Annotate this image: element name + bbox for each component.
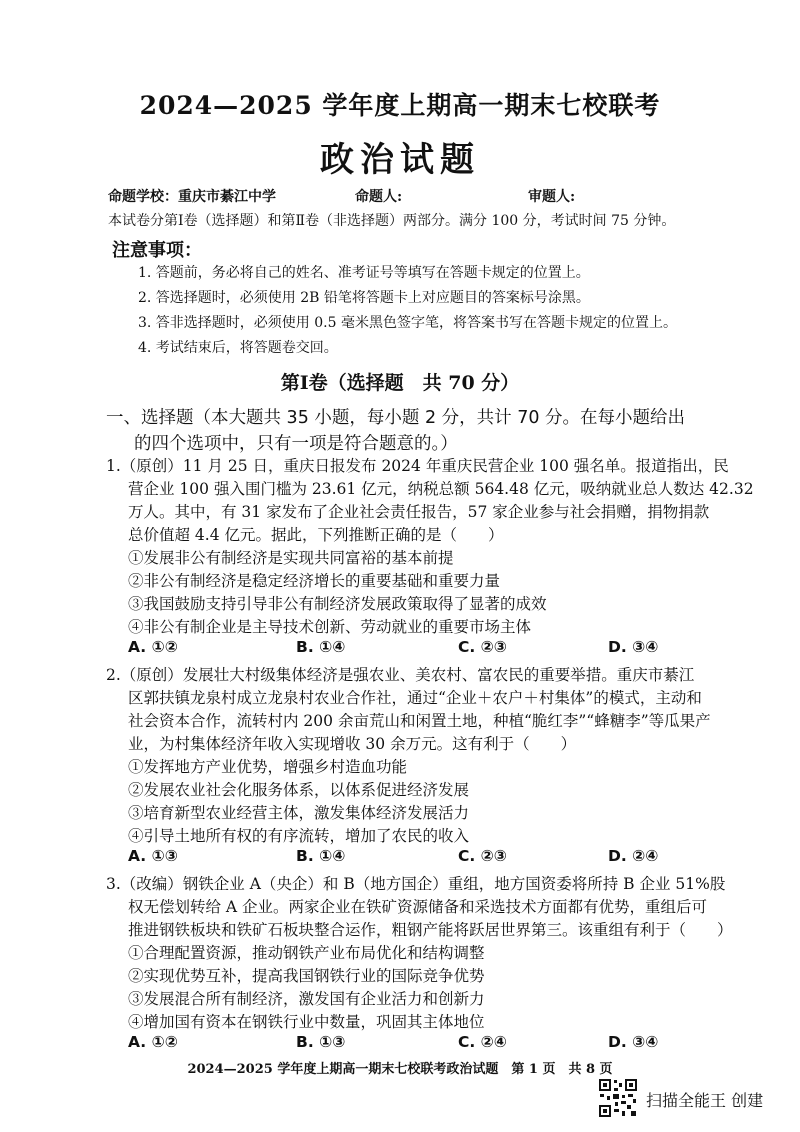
qr-code-icon xyxy=(598,1078,638,1118)
option-d: D. ②④ xyxy=(608,847,659,865)
question-text-line: 万人。其中，有 31 家发布了企业社会责任报告，57 家企业参与社会捐赠，捐物捐款 xyxy=(128,503,710,521)
option-a: A. ①③ xyxy=(128,847,178,865)
section-heading-line: 的四个选项中，只有一项是符合题意的。） xyxy=(134,434,458,454)
scanner-watermark: 扫描全能王 创建 xyxy=(646,1091,764,1110)
reviewer-label: 审题人: xyxy=(528,189,576,205)
question-text-line: 2.（原创）发展壮大村级集体经济是强农业、美农村、富农民的重要举措。重庆市綦江 xyxy=(106,666,695,684)
author-label: 命题人: xyxy=(355,189,403,205)
option-a: A. ①② xyxy=(128,638,178,656)
option-d: D. ③④ xyxy=(608,638,659,656)
question-text-line: 营企业 100 强入围门槛为 23.61 亿元，纳税总额 564.48 亿元，吸纳就业总人数达 42.32 xyxy=(128,480,754,498)
question-text-line: 3.（改编）钢铁企业 A（央企）和 B（地方国企）重组，地方国资委将所持 B 企业 51%股 xyxy=(106,875,726,893)
exam-title: 2024—2025 学年度上期高一期末七校联考 xyxy=(139,91,661,120)
option-a: A. ①② xyxy=(128,1033,178,1051)
school-label: 命题学校：重庆市綦江中学 xyxy=(108,189,276,205)
question-statement: ②实现优势互补，提高我国钢铁行业的国际竞争优势 xyxy=(128,967,485,985)
option-c: C. ②④ xyxy=(458,1033,507,1051)
question-text-line: 社会资本合作，流转村内 200 余亩荒山和闲置土地，种植“脆红李”“蜂糖李”等瓜果产 xyxy=(128,712,711,730)
exam-intro: 本试卷分第Ⅰ卷（选择题）和第Ⅱ卷（非选择题）两部分。满分 100 分，考试时间 75 分钟。 xyxy=(108,213,676,229)
question-statement: ②发展农业社会化服务体系，以体系促进经济发展 xyxy=(128,781,470,799)
question-text-line: 推进钢铁板块和铁矿石板块整合运作，粗钢产能将跃居世界第三。该重组有利于（ ） xyxy=(128,921,733,939)
page-footer: 2024—2025 学年度上期高一期末七校联考政治试题 第 1 页 共 8 页 xyxy=(187,1062,613,1077)
exam-subject-title: 政治试题 xyxy=(320,140,480,180)
question-statement: ④增加国有资本在钢铁行业中数量，巩固其主体地位 xyxy=(128,1013,485,1031)
option-c: C. ②③ xyxy=(458,847,507,865)
option-b: B. ①④ xyxy=(296,847,346,865)
question-statement: ③发展混合所有制经济，激发国有企业活力和创新力 xyxy=(128,990,485,1008)
question-text-line: 业，为村集体经济年收入实现增收 30 余万元。这有利于（ ） xyxy=(128,735,577,753)
option-b: B. ①④ xyxy=(296,638,346,656)
notice-item: 4. 考试结束后，将答题卷交回。 xyxy=(138,340,338,356)
option-c: C. ②③ xyxy=(458,638,507,656)
question-statement: ②非公有制经济是稳定经济增长的重要基础和重要力量 xyxy=(128,572,501,590)
question-text-line: 1.（原创）11 月 25 日，重庆日报发布 2024 年重庆民营企业 100 强名单。报道指出，民 xyxy=(106,457,729,475)
question-statement: ①合理配置资源，推动钢铁产业布局优化和结构调整 xyxy=(128,944,485,962)
question-text-line: 区郭扶镇龙泉村成立龙泉村农业合作社，通过“企业＋农户＋村集体”的模式，主动和 xyxy=(128,689,702,707)
question-statement: ④引导土地所有权的有序流转，增加了农民的收入 xyxy=(128,827,470,845)
question-statement: ①发挥地方产业优势，增强乡村造血功能 xyxy=(128,758,408,776)
section-heading-line: 一、选择题（本大题共 35 小题，每小题 2 分，共计 70 分。在每小题给出 xyxy=(106,408,686,428)
question-text-line: 总价值超 4.4 亿元。据此，下列推断正确的是（ ） xyxy=(128,526,504,544)
question-statement: ③培育新型农业经营主体，激发集体经济发展活力 xyxy=(128,804,470,822)
section-title: 第Ⅰ卷（选择题 共 70 分） xyxy=(280,372,520,394)
question-statement: ③我国鼓励支持引导非公有制经济发展政策取得了显著的成效 xyxy=(128,595,547,613)
question-statement: ④非公有制企业是主导技术创新、劳动就业的重要市场主体 xyxy=(128,618,532,636)
question-text-line: 权无偿划转给 A 企业。两家企业在铁矿资源储备和采选技术方面都有优势，重组后可 xyxy=(128,898,708,916)
question-statement: ①发展非公有制经济是实现共同富裕的基本前提 xyxy=(128,549,454,567)
option-d: D. ③④ xyxy=(608,1033,659,1051)
notice-item: 2. 答选择题时，必须使用 2B 铅笔将答题卡上对应题目的答案标号涂黑。 xyxy=(138,290,590,306)
option-b: B. ①③ xyxy=(296,1033,346,1051)
notice-item: 1. 答题前，务必将自己的姓名、准考证号等填写在答题卡规定的位置上。 xyxy=(138,265,590,281)
notice-item: 3. 答非选择题时，必须使用 0.5 毫米黑色签字笔，将答案书写在答题卡规定的位置上。 xyxy=(138,315,677,331)
section-heading xyxy=(106,405,796,457)
notice-heading: 注意事项： xyxy=(112,240,202,261)
